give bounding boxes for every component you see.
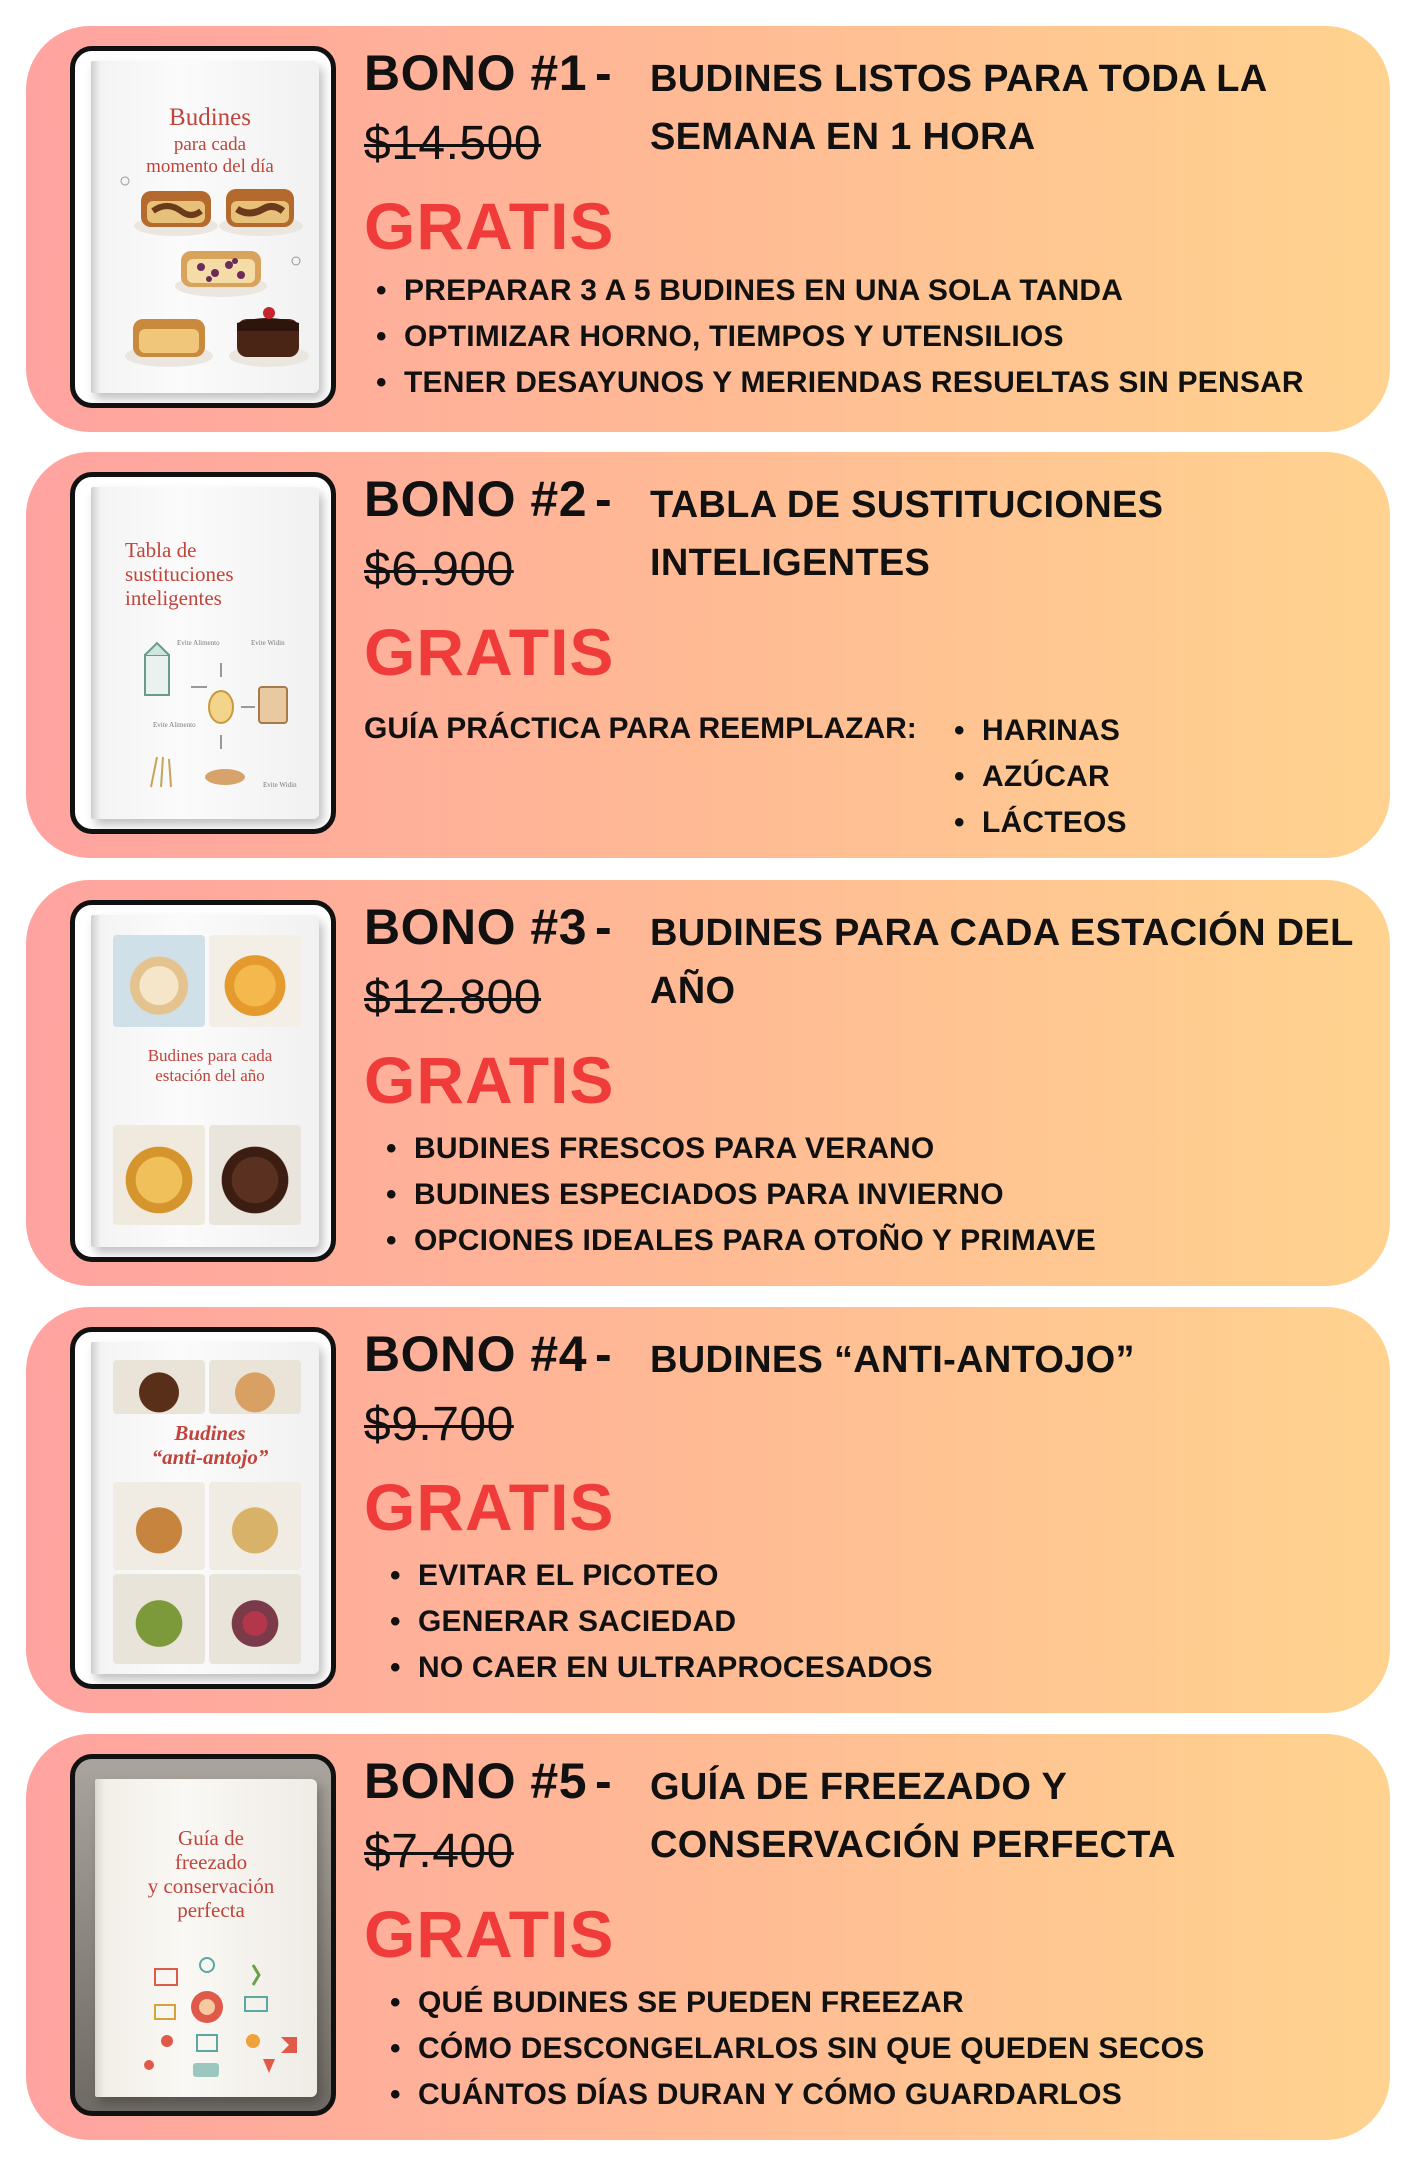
budin-photo: [209, 1360, 301, 1414]
cover-title-line: Budines para cada: [147, 1046, 273, 1065]
svg-text:Evite Alimento: Evite Alimento: [153, 721, 196, 729]
svg-text:Evite Widin: Evite Widin: [251, 639, 285, 647]
svg-text:Evite Alimento: Evite Alimento: [177, 639, 220, 647]
list-item: • LÁCTEOS: [954, 806, 1127, 839]
bono-title: BUDINES LISTOS PARA TODA LA SEMANA EN 1 HORA: [650, 58, 1267, 158]
guide-intro: GUÍA PRÁCTICA PARA REEMPLAZAR:: [364, 712, 917, 745]
list-item: • OPCIONES IDEALES PARA OTOÑO Y PRIMAVE: [386, 1224, 1096, 1257]
list-item: • AZÚCAR: [954, 760, 1110, 793]
book-cover-image: [91, 487, 319, 819]
list-item: • HARINAS: [954, 714, 1121, 747]
budin-photo: [113, 1125, 205, 1225]
bono-label-text: BONO #4: [364, 1326, 588, 1382]
list-item: • QUÉ BUDINES SE PUEDEN FREEZAR: [390, 1986, 964, 2019]
original-price: $14.500: [364, 117, 542, 170]
original-price: $9.700: [364, 1398, 514, 1451]
bono-bullet-list: [390, 1980, 1204, 2118]
bono-card-2: [26, 452, 1390, 858]
bono-1-cover: [70, 46, 336, 408]
budin-photo: [113, 1482, 205, 1570]
bono-label: BONO #4 -: [364, 1326, 613, 1382]
list-item: • PREPARAR 3 A 5 BUDINES EN UNA SOLA TANDA: [376, 274, 1124, 307]
bono-title: BUDINES “ANTI-ANTOJO”: [650, 1339, 1135, 1381]
bono-bullet-list: [954, 708, 1127, 846]
bono-card-5: [26, 1734, 1390, 2140]
bono-card-4: [26, 1307, 1390, 1713]
cover-title-line: Guía de: [178, 1826, 244, 1850]
gratis-label: GRATIS: [364, 1470, 615, 1544]
gratis-label: GRATIS: [364, 1897, 615, 1971]
bono-2-cover: [70, 472, 336, 834]
bono-label: BONO #2 -: [364, 471, 613, 527]
list-item: • CUÁNTOS DÍAS DURAN Y CÓMO GUARDARLOS: [390, 2078, 1122, 2111]
bono-label-text: BONO #1: [364, 45, 588, 101]
bono-card-1: [26, 26, 1390, 432]
cover-title-line: Tabla de: [125, 538, 197, 562]
budin-illustrations: [91, 61, 319, 393]
book-cover-image: [91, 915, 319, 1247]
list-item: • BUDINES FRESCOS PARA VERANO: [386, 1132, 935, 1165]
list-item: • EVITAR EL PICOTEO: [390, 1559, 719, 1592]
bono-4-cover: [70, 1327, 336, 1689]
gratis-label: GRATIS: [364, 615, 615, 689]
bono-label-text: BONO #3: [364, 899, 588, 955]
bono-card-3: [26, 880, 1390, 1286]
cover-title-line: Budines: [174, 1421, 246, 1445]
list-item: • NO CAER EN ULTRAPROCESADOS: [390, 1651, 933, 1684]
cover-title-line: Budines: [169, 104, 251, 131]
cover-title-line: momento del día: [146, 156, 274, 177]
bono-5-cover: [70, 1754, 336, 2116]
book-cover-image: [91, 61, 319, 393]
budin-photo: [113, 1574, 205, 1664]
list-item: • GENERAR SACIEDAD: [390, 1605, 737, 1638]
list-item: • CÓMO DESCONGELARLOS SIN QUE QUEDEN SECOS: [390, 2032, 1205, 2065]
budin-photo: [113, 935, 205, 1027]
bono-title: GUÍA DE FREEZADO Y CONSERVACIÓN PERFECTA: [650, 1766, 1176, 1866]
bono-bullet-list: [390, 1553, 933, 1691]
cover-title-line: “anti-antojo”: [151, 1445, 269, 1469]
bono-title: TABLA DE SUSTITUCIONES INTELIGENTES: [650, 484, 1164, 584]
substitution-diagram: [91, 487, 319, 819]
budin-photo: [209, 1125, 301, 1225]
budin-photo: [209, 935, 301, 1027]
list-item: • OPTIMIZAR HORNO, TIEMPOS Y UTENSILIOS: [376, 320, 1064, 353]
bono-label-text: BONO #2: [364, 471, 588, 527]
budin-photo: [113, 1360, 205, 1414]
cover-title-line: perfecta: [177, 1898, 245, 1922]
svg-text:Evite Widin: Evite Widin: [263, 781, 297, 789]
gratis-label: GRATIS: [364, 189, 615, 263]
bono-label: BONO #3 -: [364, 899, 613, 955]
bono-3-cover: [70, 900, 336, 1262]
bono-label-text: BONO #5: [364, 1753, 588, 1809]
bono-label: BONO #1 -: [364, 45, 613, 101]
cover-title-line: estación del año: [155, 1066, 265, 1085]
book-cover-image: [95, 1779, 317, 2097]
gratis-label: GRATIS: [364, 1043, 615, 1117]
cover-title-line: freezado: [174, 1850, 248, 1874]
cover-title-line: sustituciones: [125, 562, 234, 586]
bono-title: BUDINES PARA CADA ESTACIÓN DEL AÑO: [650, 912, 1353, 1012]
cover-title-line: para cada: [173, 134, 247, 155]
budin-photo: [209, 1482, 301, 1570]
list-item: • BUDINES ESPECIADOS PARA INVIERNO: [386, 1178, 1004, 1211]
freezer-icons: [95, 1779, 317, 2097]
cover-title-line: inteligentes: [125, 586, 222, 610]
bono-bullet-list: [376, 268, 1304, 406]
budin-photo: [209, 1574, 301, 1664]
original-price: $7.400: [364, 1825, 514, 1878]
original-price: $12.800: [364, 971, 542, 1024]
cover-title-line: y conservación: [147, 1874, 275, 1898]
original-price: $6.900: [364, 543, 514, 596]
list-item: • TENER DESAYUNOS Y MERIENDAS RESUELTAS SIN PENSAR: [376, 366, 1304, 399]
book-cover-image: [91, 1342, 319, 1674]
bono-label: BONO #5 -: [364, 1753, 613, 1809]
bono-bullet-list: [386, 1126, 1096, 1264]
